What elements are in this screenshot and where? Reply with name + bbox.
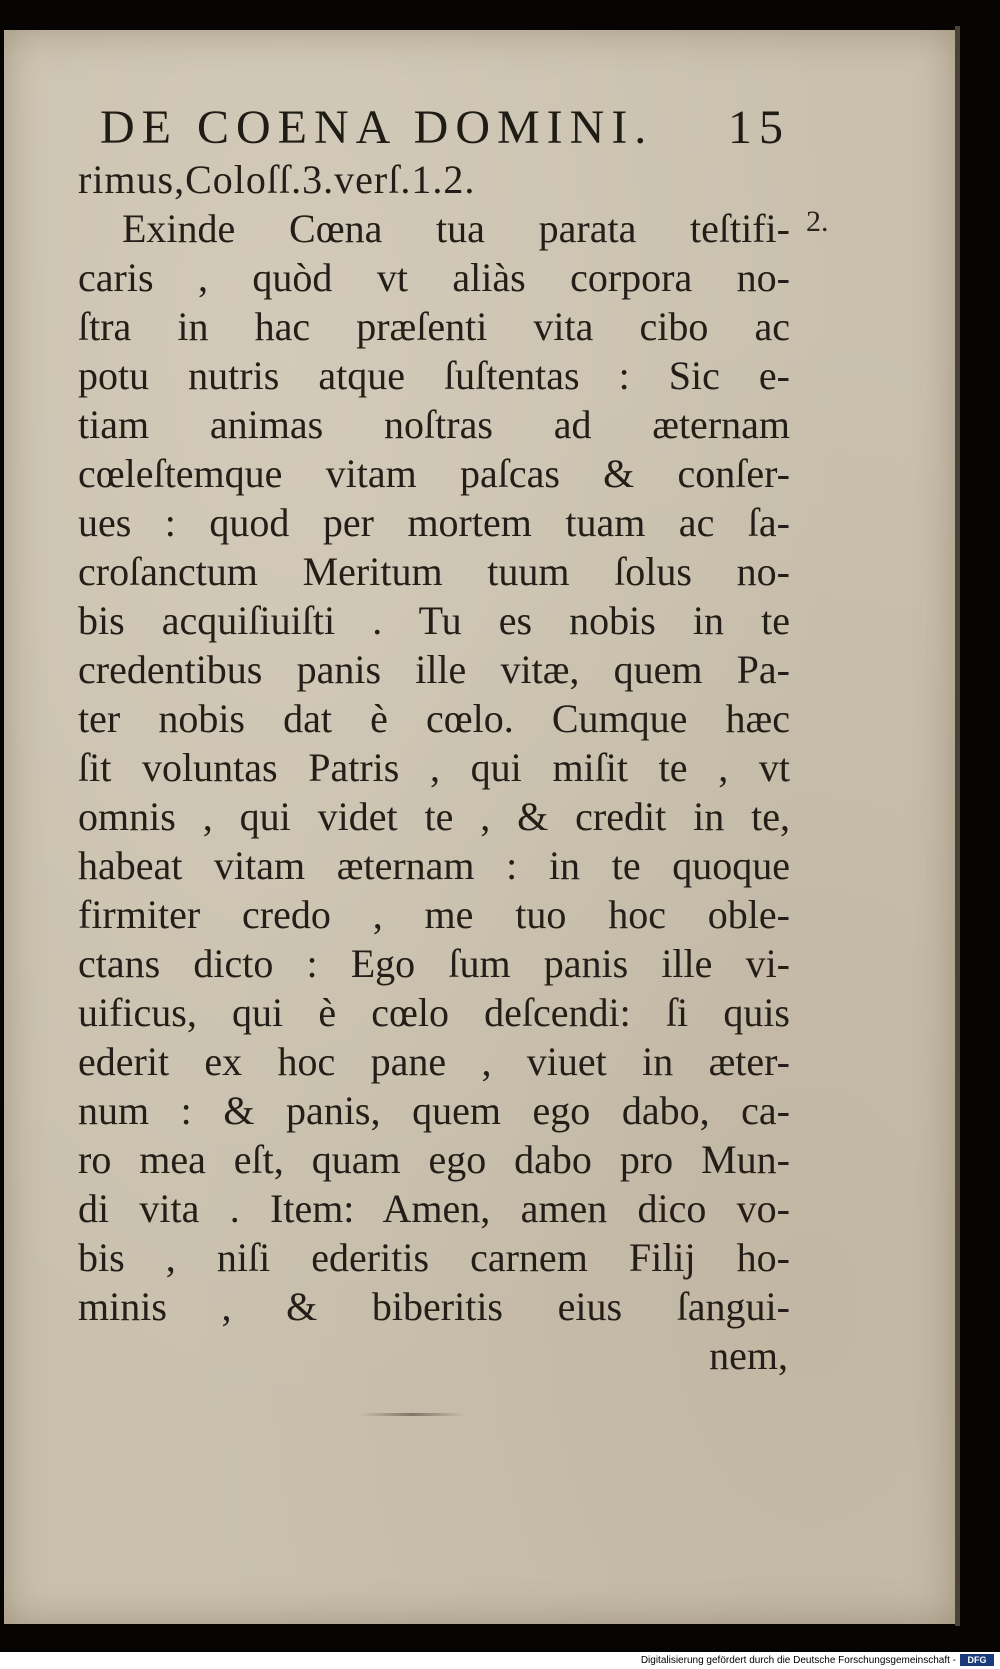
catchword: nem,	[709, 1333, 788, 1378]
text-line: ctans dicto : Ego ſum panis ille vi-	[78, 941, 790, 986]
text-line: habeat vitam æternam : in te quoque	[78, 843, 790, 888]
text-line: di vita . Item: Amen, amen dico vo-	[78, 1186, 790, 1231]
text-line: bis acquiſiuiſti . Tu es nobis in te	[78, 598, 790, 643]
text-line: ederit ex hoc pane , viuet in æter-	[78, 1039, 790, 1084]
text-line: ſit voluntas Patris , qui miſit te , vt	[78, 745, 790, 790]
margin-note: 2.	[806, 205, 829, 238]
text-line: ro mea eſt, quam ego dabo pro Mun-	[78, 1137, 790, 1182]
text-line: uificus, qui è cœlo deſcendi: ſi quis	[78, 990, 790, 1035]
text-line: tiam animas noſtras ad æternam	[78, 402, 790, 447]
text-line: minis , & biberitis eius ſangui-	[78, 1284, 790, 1329]
text-line: num : & panis, quem ego dabo, ca-	[78, 1088, 790, 1133]
running-title: DE COENA DOMINI.	[100, 101, 654, 154]
text-line: potu nutris atque ſuſtentas : Sic e-	[78, 353, 790, 398]
text-line: cœleſtemque vitam paſcas & conſer-	[78, 451, 790, 496]
page-number: 15	[728, 101, 790, 154]
text-line: bis , niſi ederitis carnem Filij ho-	[78, 1235, 790, 1280]
running-head	[100, 100, 790, 155]
text-line: ues : quod per mortem tuam ac ſa-	[78, 500, 790, 545]
text-line: Exinde Cœna tua parata teſtifi-	[122, 206, 790, 251]
text-line: ter nobis dat è cœlo. Cumque hæc	[78, 696, 790, 741]
ink-smudge	[360, 1413, 464, 1416]
dfg-logo: DFG	[960, 1654, 994, 1666]
text-line: omnis , qui videt te , & credit in te,	[78, 794, 790, 839]
page-edge	[955, 26, 960, 1626]
text-line: rimus,Coloſſ.3.verſ.1.2.	[78, 157, 476, 202]
footer-credit: Digitalisierung gefördert durch die Deutsche Forschungsgemeinschaft -	[640, 1655, 956, 1666]
text-line: credentibus panis ille vitæ, quem Pa-	[78, 647, 790, 692]
text-line: ſtra in hac præſenti vita cibo ac	[78, 304, 790, 349]
text-block	[78, 155, 790, 1380]
text-line: firmiter credo , me tuo hoc oble-	[78, 892, 790, 937]
text-line: caris , quòd vt aliàs corpora no-	[78, 255, 790, 300]
text-line: croſanctum Meritum tuum ſolus no-	[78, 549, 790, 594]
